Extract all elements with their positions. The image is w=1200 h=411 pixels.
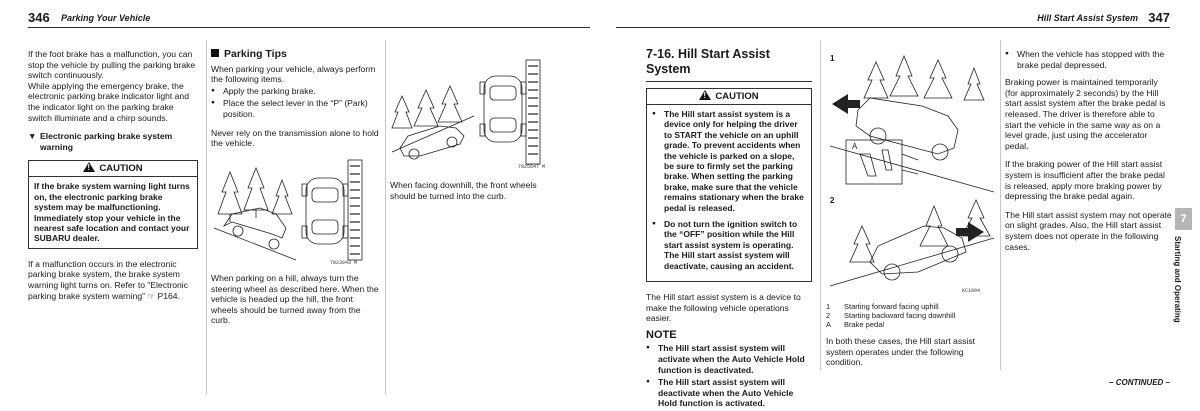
right-page-header xyxy=(616,8,1170,28)
subhead-marker: ▼ xyxy=(28,131,37,142)
caution-list xyxy=(652,109,806,271)
parking-tips-list xyxy=(211,86,379,120)
figure-legend xyxy=(826,302,994,329)
tree-icon xyxy=(392,96,412,128)
figure-code: KC1804 xyxy=(962,288,981,294)
subhead-text: Electronic parking brake system warning xyxy=(40,131,173,152)
curb-icon xyxy=(348,160,362,260)
figure-code: 7023043 M xyxy=(330,260,358,266)
legend-row xyxy=(826,302,994,311)
list-item: ● The Hill start assist system will activate when the Auto Vehicle Hold function is deactivated. xyxy=(646,343,812,375)
figure-code: 7025547 M xyxy=(518,164,546,170)
column-divider xyxy=(206,40,207,395)
column-divider xyxy=(1000,40,1001,370)
tree-icon xyxy=(864,62,888,98)
condition-list xyxy=(1005,49,1173,70)
list-item: ● When the vehicle has stopped with the brake pedal depressed. xyxy=(1005,49,1173,70)
legend-key: 1 xyxy=(826,302,831,311)
legend-text: Starting forward facing uphill xyxy=(844,302,939,311)
right-column-3 xyxy=(1005,49,1173,260)
hill-start-figure xyxy=(826,50,996,298)
caution-header xyxy=(647,89,811,105)
note-heading: NOTE xyxy=(646,328,677,341)
backward-arrow-icon xyxy=(956,222,984,242)
tree-icon xyxy=(850,226,874,262)
warning-triangle-icon xyxy=(83,162,95,172)
tree-icon xyxy=(218,172,242,214)
tree-icon xyxy=(438,86,462,122)
list-item: ● Do not turn the ignition switch to the “OFF” position while the Hill start assist system is operating. The Hill start assist system will deactivate, causing an accident. xyxy=(652,219,806,271)
parking-tips-title-text: Parking Tips xyxy=(224,48,287,60)
list-item: ● The Hill start assist system will deactivate when the Auto Vehicle Hold function is activated. xyxy=(646,377,812,409)
left-column-1 xyxy=(28,49,198,309)
caution-text: If the brake system warning light turns on, the electronic parking brake system may be malfunctioning. Immediately stop your vehicle in the nearest safe location and contact your SUBARU dealer. xyxy=(34,181,190,244)
uphill-parking-illustration xyxy=(212,152,380,268)
hill-start-illustration xyxy=(826,50,996,298)
transmission-paragraph: Never rely on the transmission alone to hold the vehicle. xyxy=(211,127,379,149)
tree-icon xyxy=(244,168,268,210)
note-list xyxy=(646,343,812,409)
left-running-title: Parking Your Vehicle xyxy=(61,13,151,23)
right-column-2-text xyxy=(826,302,994,376)
tree-icon xyxy=(272,180,292,214)
section-square-icon xyxy=(211,49,219,57)
legend-row xyxy=(826,311,994,320)
curb-icon xyxy=(526,60,540,164)
tree-icon xyxy=(414,90,438,126)
parking-tips-title xyxy=(211,49,379,60)
continued-label: – CONTINUED – xyxy=(1109,378,1170,387)
chapter-side-label-text: Starting and Operating xyxy=(1173,236,1182,323)
figure-label-2: 2 xyxy=(830,196,835,205)
tree-icon xyxy=(924,60,952,98)
tree-icon xyxy=(890,56,918,96)
legend-key: A xyxy=(826,320,832,329)
chapter-title: 7-16. Hill Start Assist System xyxy=(646,47,812,82)
downhill-parking-figure xyxy=(390,56,558,174)
left-column-2 xyxy=(211,49,379,157)
legend-key: 2 xyxy=(826,311,831,320)
downhill-caption-block xyxy=(390,180,558,209)
caution-body xyxy=(647,105,811,281)
list-item: ● Place the select lever in the “P” (Park) position. xyxy=(211,98,379,119)
caution-box xyxy=(646,88,812,282)
braking-power-paragraph: Braking power is maintained temporarily (for approximately 2 seconds) by the Hill start assist system after the brake pedal is released. The driver is therefore able to start the vehicle in the same way as on a level grade, just using the accelerator pedal. xyxy=(1005,77,1166,151)
epb-warning-subhead xyxy=(28,131,198,152)
caution-header xyxy=(29,161,197,177)
malfunction-text[interactable]: If a malfunction occurs in the electronic parking brake system, the brake system warning light turns on. Refer to “Electronic parking brake system warning” ☞ P164. xyxy=(28,258,189,301)
legend-text: Starting backward facing downhill xyxy=(844,311,956,320)
warning-triangle-icon xyxy=(699,90,711,100)
brake-pedal-icon xyxy=(860,154,876,176)
caution-label: CAUTION xyxy=(99,163,143,175)
left-page xyxy=(0,0,600,402)
both-cases-paragraph: In both these cases, the Hill start assist system operates under the following condition. xyxy=(826,336,976,368)
emergency-brake-paragraph: While applying the emergency brake, the electronic parking brake indicator light and the indicator light on the parking brake switch illuminate and a chirp sounds. xyxy=(28,80,189,123)
malfunction-paragraph xyxy=(28,259,198,301)
uphill-parking-figure xyxy=(212,152,380,268)
slight-grades-paragraph: The Hill start assist system may not operate on slight grades. Also, the Hill start assist system does not operate in the following cases. xyxy=(1005,209,1172,252)
intro-paragraph: The Hill start assist system is a device to make the following vehicle operations easier. xyxy=(646,292,801,324)
figure-label-a: A xyxy=(852,142,858,151)
right-page xyxy=(600,0,1200,409)
tree-icon xyxy=(964,68,984,100)
downhill-caption: When facing downhill, the front wheels should be turned into the curb. xyxy=(390,180,537,201)
right-page-number: 347 xyxy=(1148,10,1170,25)
left-page-header xyxy=(28,8,590,28)
chapter-tab: 7 xyxy=(1175,208,1192,230)
legend-text: Brake pedal xyxy=(844,320,885,329)
column-divider xyxy=(820,40,821,370)
caution-box xyxy=(28,160,198,248)
forward-arrow-icon xyxy=(832,94,860,114)
uphill-caption-block xyxy=(211,273,379,334)
list-item: ● The Hill start assist system is a device only for helping the driver to START the vehicle on an uphill grade. To prevent accidents when the vehicle is parked on a slope, be sure to firmly set the parking brake. When setting the parking brake, make sure that the vehicle remains stationary when the brake pedal is released. xyxy=(652,109,806,213)
foot-brake-paragraph: If the foot brake has a malfunction, you can stop the vehicle by pulling the parking brake switch continuously. xyxy=(28,49,196,81)
figure-label-1: 1 xyxy=(830,54,835,63)
parking-intro: When parking your vehicle, always perform the following items. xyxy=(211,63,376,85)
uphill-caption: When parking on a hill, always turn the steering wheel as described here. When the vehicle is headed up the hill, the front wheels should be turned away from the curb. xyxy=(211,273,379,326)
caution-label: CAUTION xyxy=(715,91,759,102)
column-divider xyxy=(385,40,386,395)
legend-row xyxy=(826,320,994,329)
car-side-icon xyxy=(856,98,958,154)
left-page-number: 346 xyxy=(28,10,50,25)
right-running-title: Hill Start Assist System xyxy=(1037,13,1138,23)
list-item: ● Apply the parking brake. xyxy=(211,86,379,97)
downhill-parking-illustration xyxy=(390,56,558,174)
chapter-side-label xyxy=(1174,236,1190,336)
insufficient-power-paragraph: If the braking power of the Hill start assist system is insufficient after the brake pedal is released, apply more braking power by depressing the brake pedal again. xyxy=(1005,159,1165,202)
right-column-1 xyxy=(646,47,812,411)
